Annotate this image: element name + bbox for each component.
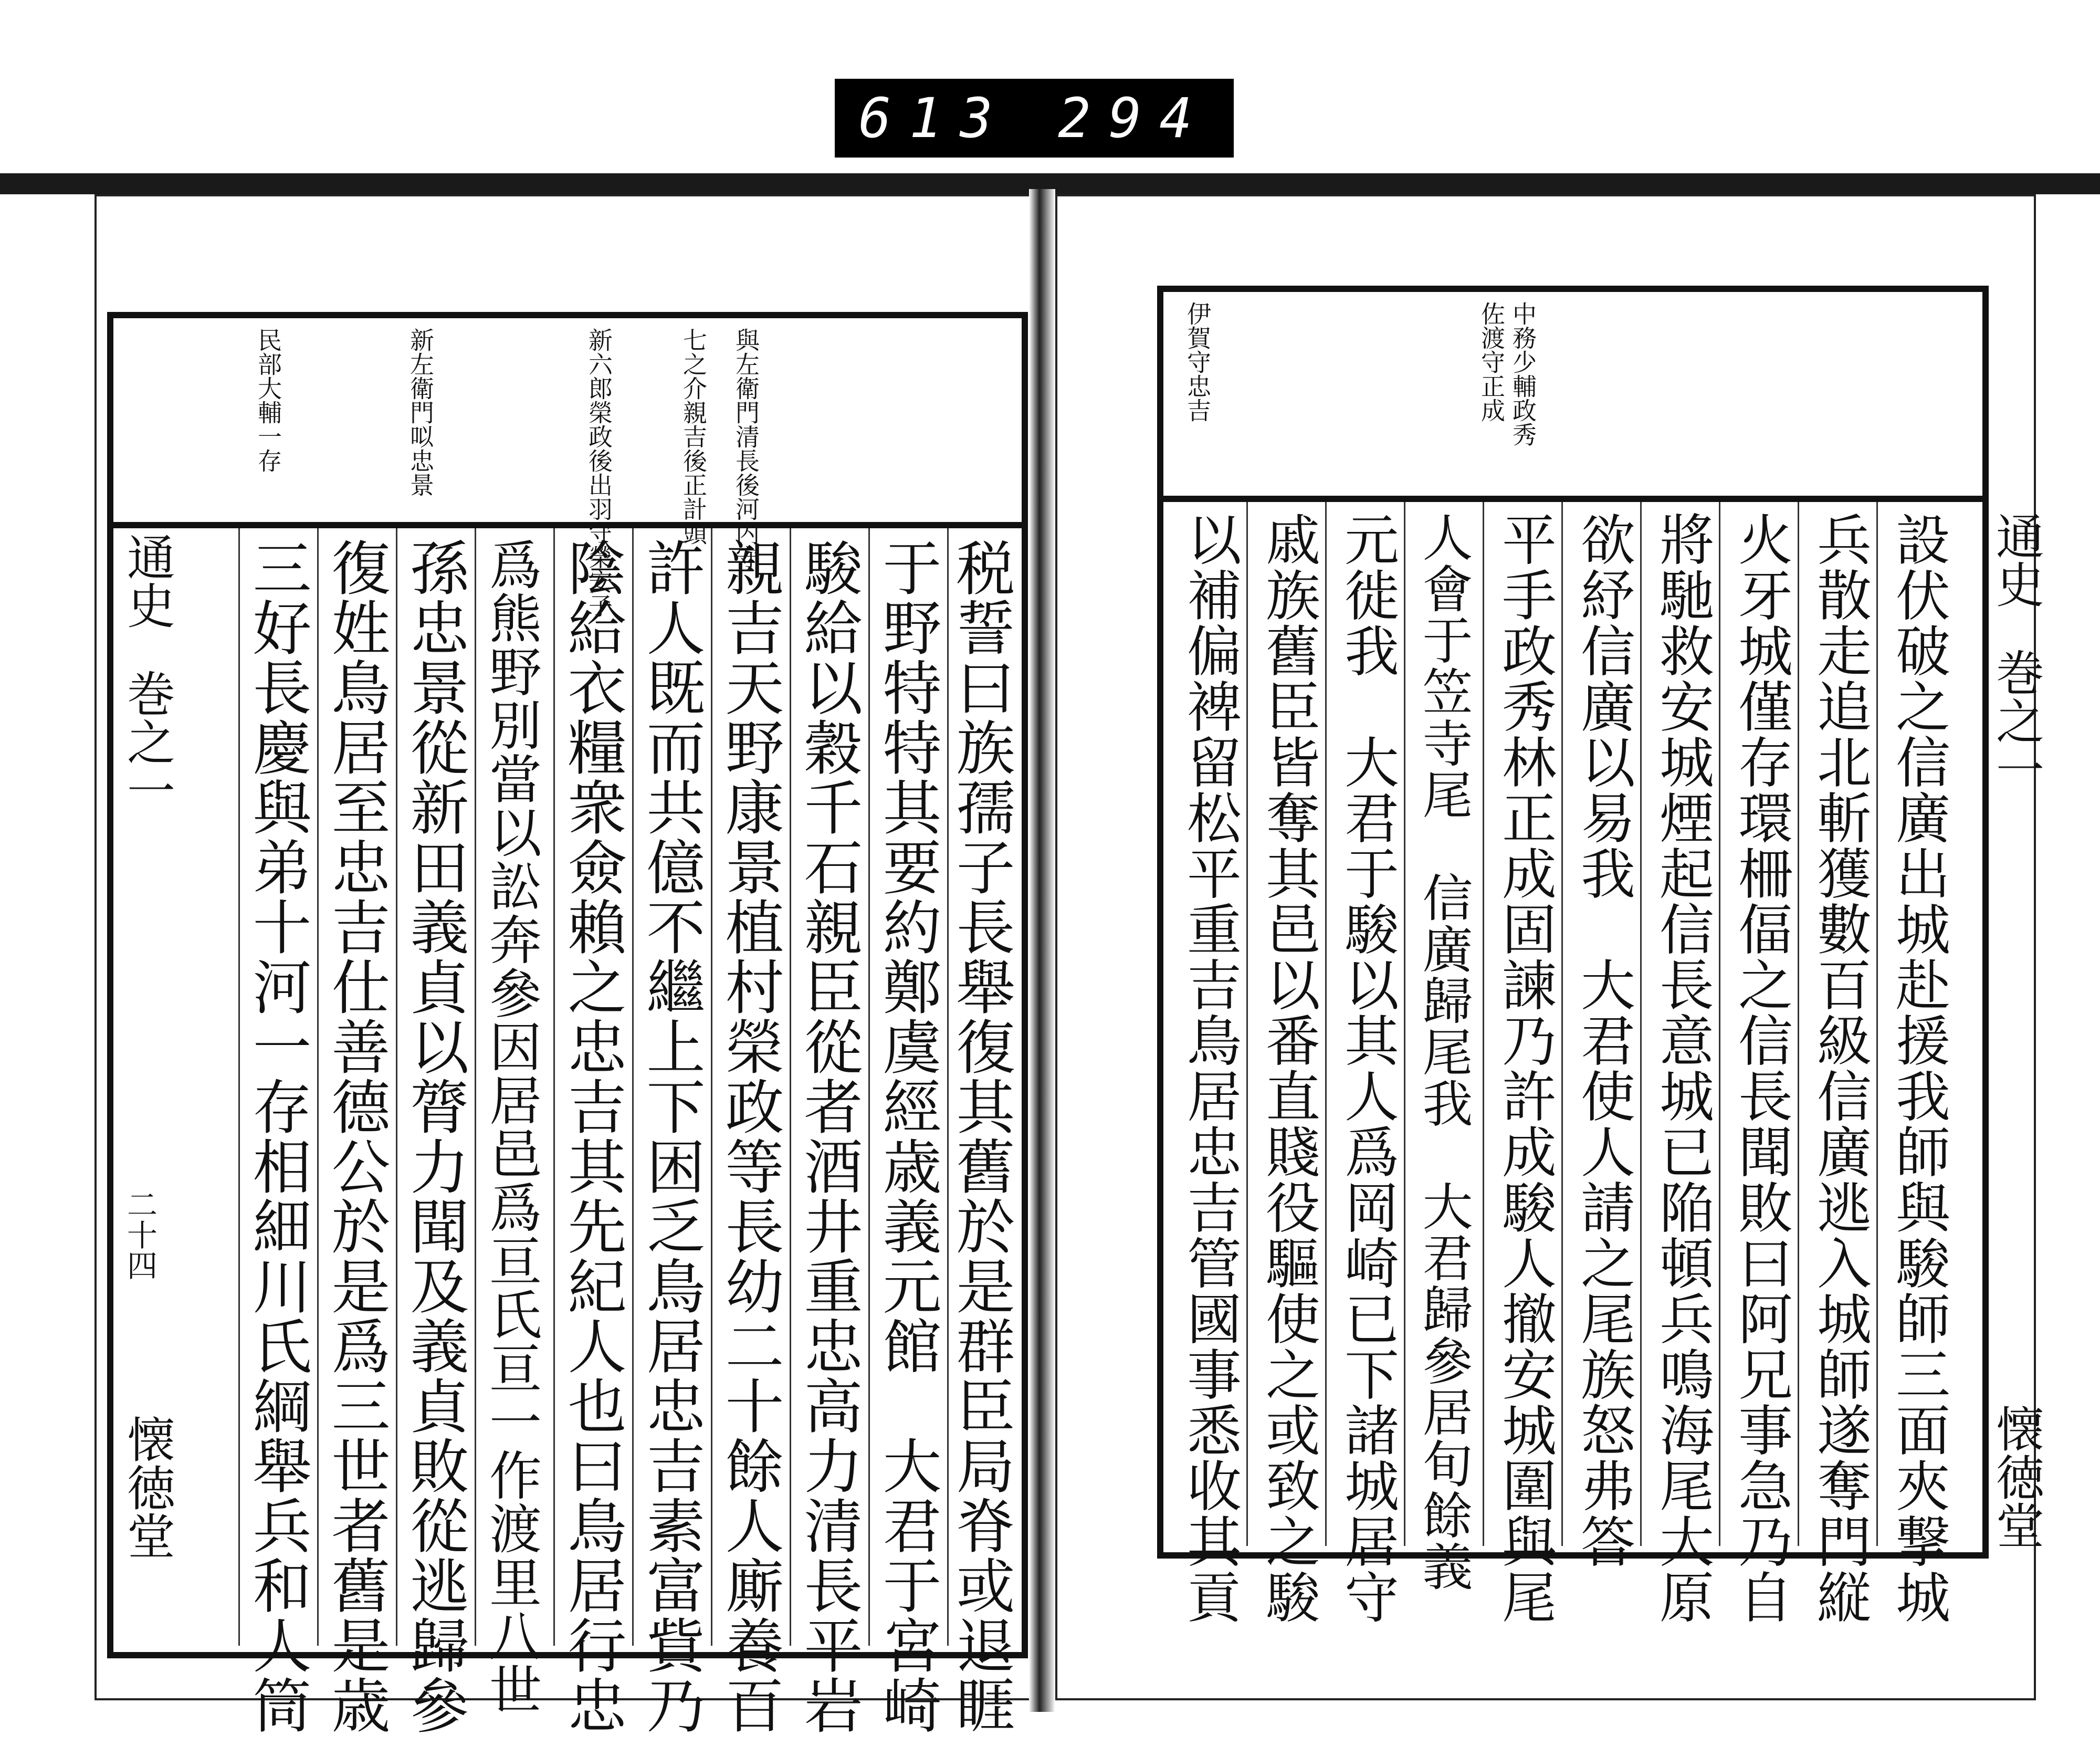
book-spine: [1029, 189, 1055, 1712]
right-column-7: 人會于笠寺尾 信廣歸尾我 大君歸參居旬餘義: [1414, 511, 1473, 1592]
left-column-8: 孫忠景從新田義貞以膂力聞及義貞敗從逃歸參: [401, 538, 469, 1735]
left-head-box: [107, 312, 1028, 539]
right-column-1: 設伏破之信廣出城赴援我師與駿師三面夾撃城: [1886, 511, 1950, 1625]
frame-number: [835, 79, 1234, 158]
left-head-note-1: 與左衛門清長後河内守: [732, 328, 760, 569]
left-mid-press: 懐徳堂: [119, 1415, 175, 1560]
right-column-6: 平手政秀林正成固諫乃許成駿人撤安城圍與尾: [1493, 511, 1557, 1625]
left-head-note-3: 新六郎榮政後出羽守榮安子: [585, 328, 613, 618]
right-mid-press: 懐徳堂: [1988, 1404, 2044, 1549]
left-column-9: 復姓鳥居至忠吉仕善德公於是爲三世者舊是歳: [322, 538, 390, 1735]
left-column-1: 税誓曰族孺子長舉復其舊於是群臣局脊或退睚: [947, 538, 1015, 1735]
frame-number-right: 294: [1058, 86, 1210, 150]
right-head-note-1: 中務少輔政秀: [1509, 301, 1537, 446]
left-head-note-4: 新左衛門㕽忠景: [406, 328, 435, 497]
right-column-10: 以補偏裨留松平重吉鳥居忠吉管國事悉收其貢: [1178, 511, 1242, 1625]
left-mid-page: 二十四: [122, 1189, 158, 1280]
frame-number-left: 613: [858, 86, 1011, 150]
left-column-7: 爲熊野別當以訟奔參因居邑爲亘氏亘一作渡里八世: [480, 538, 542, 1716]
right-head-note-3: 伊賀守忠吉: [1183, 301, 1212, 422]
left-head-note-5: 民部大輔一存: [254, 328, 282, 473]
right-column-4: 將馳救安城煙起信長意城已陥頓兵鳴海尾大原: [1650, 511, 1714, 1625]
right-column-8: 元徙我 大君于駿以其人爲岡崎已下諸城居守: [1335, 511, 1399, 1625]
left-column-2: 于野特特其要約鄭虞經歳義元館 大君于宮崎: [873, 538, 941, 1735]
left-column-5: 許人既而共億不繼上下困乏鳥居忠吉素富貲乃: [637, 538, 705, 1735]
left-column-3: 駿給以穀千石親臣從者酒井重忠高力清長平岩: [794, 538, 863, 1735]
right-mid-title: 通史: [1988, 511, 2044, 608]
right-column-3: 火牙城僅存環柵偪之信長聞敗曰阿兄事急乃自: [1729, 511, 1793, 1625]
right-head-note-2: 佐渡守正成: [1477, 301, 1506, 422]
left-column-6: 陰給衣糧衆僉賴之忠吉其先紀人也曰鳥居行忠: [558, 538, 626, 1735]
right-column-2: 兵散走追北斬獲數百級信廣逃入城師遂奪門縦: [1808, 511, 1872, 1625]
right-head-box: [1157, 286, 1989, 513]
right-column-5: 欲紓信廣以易我 大君使人請之尾族怒弗答: [1571, 511, 1635, 1569]
right-page: [1055, 194, 2044, 1700]
left-mid-title: 通史: [119, 532, 175, 629]
left-column-4: 親吉天野康景植村榮政等長幼二十餘人廝養百: [716, 538, 784, 1735]
left-page: [94, 194, 1038, 1735]
left-column-10: 三好長慶與弟十河一存相細川氏綱舉兵和人筒: [243, 538, 311, 1735]
left-mid-volume: 巻之一: [119, 669, 175, 814]
right-mid-volume: 巻之一: [1988, 648, 2044, 793]
right-column-9: 戚族舊臣皆奪其邑以番直賤役驅使之或致之駿: [1256, 511, 1320, 1625]
left-head-note-2: 七之介親吉後正計頭: [679, 328, 708, 545]
